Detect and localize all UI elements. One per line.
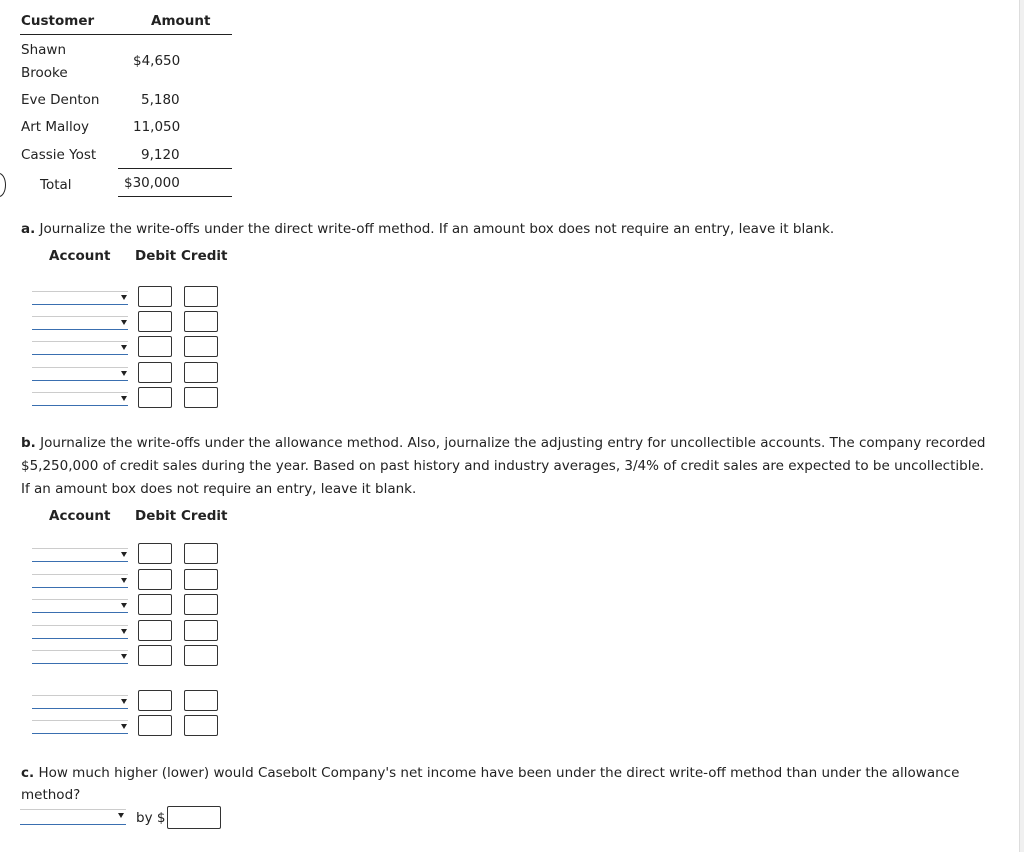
credit-input[interactable] xyxy=(184,645,218,666)
customer-name: Brooke xyxy=(21,65,68,81)
higher-lower-select[interactable] xyxy=(20,809,126,825)
debit-input[interactable] xyxy=(138,715,172,736)
part-a-header-credit: Credit xyxy=(181,248,228,264)
left-edge-bracket xyxy=(0,173,6,197)
account-select[interactable] xyxy=(32,650,128,664)
dropdown-arrow-icon xyxy=(121,724,127,729)
credit-input[interactable] xyxy=(184,286,218,307)
customer-name: Eve Denton xyxy=(21,92,100,108)
credit-input[interactable] xyxy=(184,387,218,408)
dropdown-arrow-icon xyxy=(121,371,127,376)
account-select[interactable] xyxy=(32,548,128,562)
account-select[interactable] xyxy=(32,695,128,709)
credit-input[interactable] xyxy=(184,569,218,590)
header-rule xyxy=(20,34,232,35)
debit-input[interactable] xyxy=(138,645,172,666)
account-select[interactable] xyxy=(32,367,128,381)
customer-amount: 5,180 xyxy=(141,92,180,108)
customer-name: Cassie Yost xyxy=(21,147,97,163)
dropdown-arrow-icon xyxy=(121,654,127,659)
part-c-question xyxy=(21,765,959,781)
account-select[interactable] xyxy=(32,720,128,734)
customer-amount: $4,650 xyxy=(133,53,181,69)
debit-input[interactable] xyxy=(138,594,172,615)
account-select[interactable] xyxy=(32,316,128,330)
dropdown-arrow-icon xyxy=(121,578,127,583)
part-c-text: How much higher (lower) would Casebolt Company's net income have been under the direct write-off method than under the allowance xyxy=(38,765,960,781)
account-select[interactable] xyxy=(32,291,128,305)
part-b-header-credit: Credit xyxy=(181,508,228,524)
header-amount: Amount xyxy=(151,13,211,29)
credit-input[interactable] xyxy=(184,715,218,736)
part-b-instruction xyxy=(21,435,986,451)
debit-input[interactable] xyxy=(138,569,172,590)
debit-input[interactable] xyxy=(138,690,172,711)
total-double-rule xyxy=(118,196,232,197)
part-a-label: a. xyxy=(21,221,36,237)
dropdown-arrow-icon xyxy=(121,699,127,704)
debit-input[interactable] xyxy=(138,336,172,357)
credit-input[interactable] xyxy=(184,594,218,615)
customer-name: Shawn xyxy=(21,42,66,58)
credit-input[interactable] xyxy=(184,620,218,641)
difference-amount-input[interactable] xyxy=(167,806,221,829)
part-b-text: Journalize the write-offs under the allowance method. Also, journalize the adjusting entry for uncollectible accounts. The company recorded xyxy=(40,435,986,451)
dropdown-arrow-icon xyxy=(121,295,127,300)
total-label: Total xyxy=(40,177,72,193)
part-b-text: $5,250,000 of credit sales during the year. Based on past history and industry averages, 3/4% of credit sales are expected to be uncollectible. xyxy=(21,458,985,474)
part-a-text: Journalize the write-offs under the direct write-off method. If an amount box does not require an entry, leave it blank. xyxy=(39,221,835,237)
dropdown-arrow-icon xyxy=(121,320,127,325)
account-select[interactable] xyxy=(32,341,128,355)
customer-name: Art Malloy xyxy=(21,119,90,135)
credit-input[interactable] xyxy=(184,336,218,357)
customer-amount: 9,120 xyxy=(141,147,180,163)
credit-input[interactable] xyxy=(184,543,218,564)
debit-input[interactable] xyxy=(138,311,172,332)
account-select[interactable] xyxy=(32,625,128,639)
header-customer: Customer xyxy=(21,13,95,29)
account-select[interactable] xyxy=(32,574,128,588)
debit-input[interactable] xyxy=(138,362,172,383)
part-a-header-debit: Debit xyxy=(135,248,177,264)
dropdown-arrow-icon xyxy=(118,813,124,818)
total-amount: $30,000 xyxy=(124,175,180,191)
account-select[interactable] xyxy=(32,392,128,406)
dropdown-arrow-icon xyxy=(121,345,127,350)
debit-input[interactable] xyxy=(138,620,172,641)
dropdown-arrow-icon xyxy=(121,552,127,557)
part-a-header-account: Account xyxy=(49,248,111,264)
credit-input[interactable] xyxy=(184,311,218,332)
account-select[interactable] xyxy=(32,599,128,613)
debit-input[interactable] xyxy=(138,387,172,408)
part-b-header-debit: Debit xyxy=(135,508,177,524)
customer-amount: 11,050 xyxy=(133,119,181,135)
dropdown-arrow-icon xyxy=(121,629,127,634)
part-b-text: If an amount box does not require an entry, leave it blank. xyxy=(21,481,417,497)
total-rule xyxy=(118,168,232,169)
dropdown-arrow-icon xyxy=(121,396,127,401)
credit-input[interactable] xyxy=(184,690,218,711)
by-label: by $ xyxy=(136,810,166,826)
part-c-label: c. xyxy=(21,765,35,781)
debit-input[interactable] xyxy=(138,286,172,307)
window-edge xyxy=(1019,0,1024,852)
credit-input[interactable] xyxy=(184,362,218,383)
part-c-text: method? xyxy=(21,787,81,803)
debit-input[interactable] xyxy=(138,543,172,564)
dropdown-arrow-icon xyxy=(121,603,127,608)
part-b-label: b. xyxy=(21,435,36,451)
part-b-header-account: Account xyxy=(49,508,111,524)
part-a-instruction xyxy=(21,221,834,237)
